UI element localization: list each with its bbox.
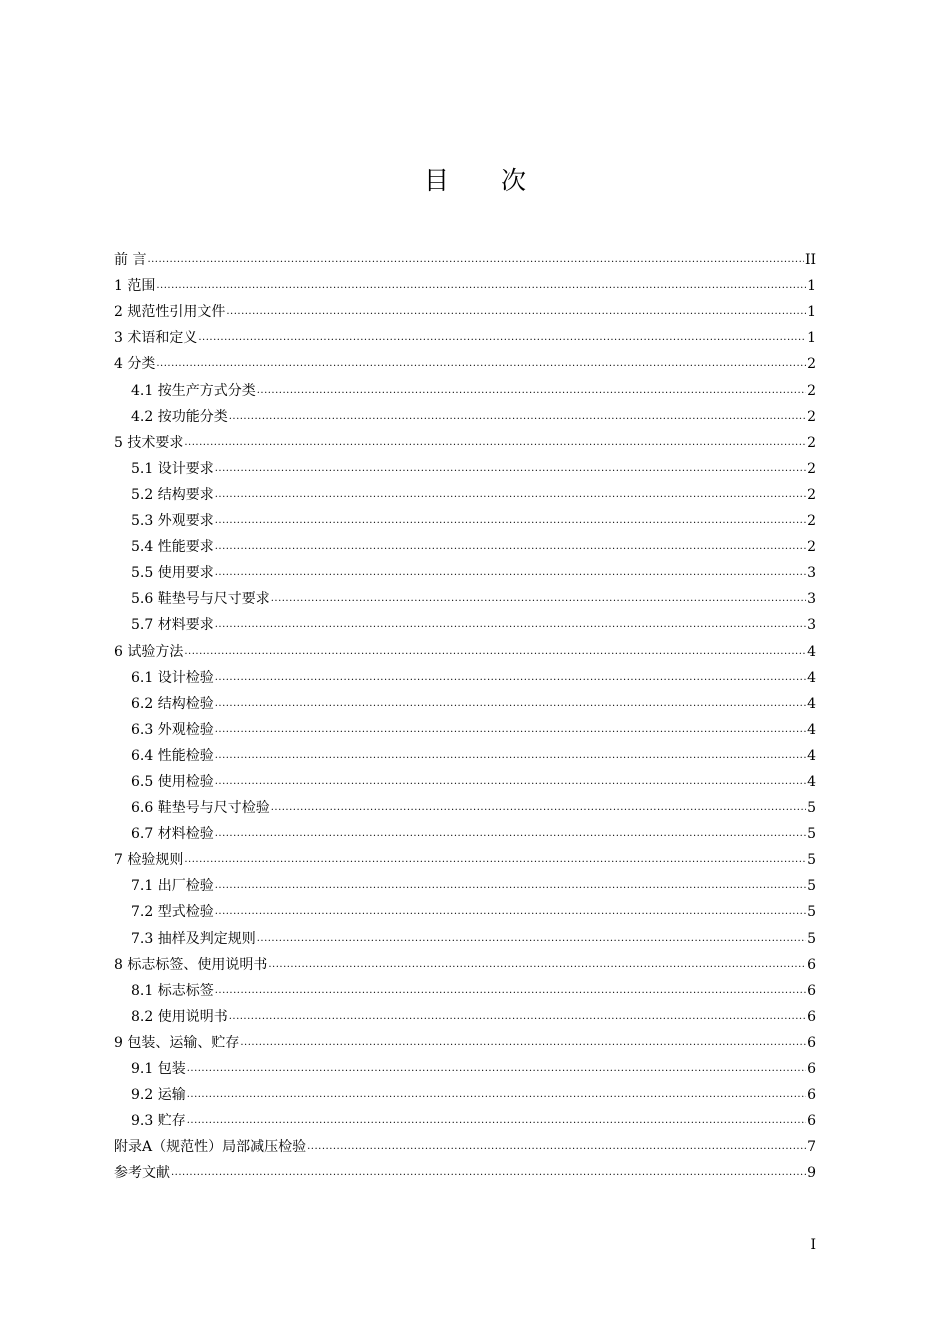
dot-leader: [215, 486, 806, 504]
toc-entry[interactable]: [114, 895, 816, 921]
dot-leader: [215, 877, 806, 895]
dot-leader: [171, 1164, 806, 1182]
dot-leader: [215, 564, 806, 582]
toc-entry-page: 2: [807, 356, 816, 373]
dot-leader: [215, 695, 806, 713]
toc-entry-label: 6.3 外观检验: [131, 721, 214, 738]
toc-entry-label: 4.2 按功能分类: [131, 408, 228, 425]
toc-entry-page: 6: [807, 1008, 816, 1025]
toc-entry[interactable]: [114, 661, 816, 687]
dot-leader: [215, 825, 806, 843]
toc-entry-page: 2: [807, 486, 816, 503]
dot-leader: [215, 538, 806, 556]
dot-leader: [215, 512, 806, 530]
toc-entry[interactable]: [114, 1000, 816, 1026]
page-number: I: [810, 1237, 816, 1253]
dot-leader: [271, 799, 806, 817]
dot-leader: [268, 956, 806, 974]
toc-entry-label: 5.2 结构要求: [131, 486, 214, 503]
dot-leader: [215, 721, 806, 739]
toc-entry-page: 5: [807, 878, 816, 895]
dot-leader: [215, 982, 806, 1000]
toc-entry[interactable]: [114, 295, 816, 321]
dot-leader: [147, 251, 803, 269]
dot-leader: [184, 643, 806, 661]
toc-entry-page: 2: [807, 539, 816, 556]
toc-entry[interactable]: [114, 948, 816, 974]
dot-leader: [271, 590, 806, 608]
toc-entry-label: 5.3 外观要求: [131, 513, 214, 530]
toc-entry[interactable]: [114, 634, 816, 660]
toc-entry-page: 2: [807, 513, 816, 530]
toc-entry-label: 3 术语和定义: [114, 330, 198, 347]
toc-entry-page: 6: [807, 1087, 816, 1104]
toc-entry-page: 2: [807, 382, 816, 399]
toc-entry-label: 参考文献: [114, 1165, 170, 1182]
toc-entry[interactable]: [114, 1156, 816, 1182]
toc-entry-label: 9.3 贮存: [131, 1113, 186, 1130]
dot-leader: [226, 303, 806, 321]
page-title: 目 次: [424, 166, 548, 195]
toc-entry-label: 9.2 运输: [131, 1087, 186, 1104]
toc-entry[interactable]: [114, 713, 816, 739]
toc-entry[interactable]: [114, 243, 816, 269]
dot-leader: [257, 930, 806, 948]
toc-entry-label: 5 技术要求: [114, 434, 184, 451]
dot-leader: [184, 851, 806, 869]
toc-entry-page: 5: [807, 826, 816, 843]
dot-leader: [229, 408, 806, 426]
dot-leader: [215, 616, 806, 634]
dot-leader: [215, 903, 806, 921]
dot-leader: [156, 277, 806, 295]
dot-leader: [257, 382, 806, 400]
toc-entry-label: 1 范围: [114, 278, 156, 295]
toc-entry-page: 2: [807, 460, 816, 477]
toc-entry-page: 1: [807, 304, 816, 321]
toc-entry[interactable]: [114, 400, 816, 426]
toc-entry-page: 7: [807, 1139, 816, 1156]
toc-entry[interactable]: [114, 817, 816, 843]
toc-entry-page: 1: [807, 330, 816, 347]
toc-entry[interactable]: [114, 504, 816, 530]
toc-entry[interactable]: [114, 1130, 816, 1156]
toc-entry-page: 4: [807, 721, 816, 738]
toc-entry[interactable]: [114, 843, 816, 869]
toc-entry[interactable]: [114, 1104, 816, 1130]
toc-entry[interactable]: [114, 921, 816, 947]
dot-leader: [184, 434, 806, 452]
table-of-contents: [114, 243, 816, 1182]
toc-entry[interactable]: [114, 530, 816, 556]
toc-entry-page: 6: [807, 982, 816, 999]
toc-entry-label: 7 检验规则: [114, 852, 184, 869]
toc-entry-page: 6: [807, 1034, 816, 1051]
toc-entry-label: 5.7 材料要求: [131, 617, 214, 634]
dot-leader: [187, 1086, 806, 1104]
toc-entry[interactable]: [114, 478, 816, 504]
toc-entry-label: 7.3 抽样及判定规则: [131, 930, 256, 947]
toc-entry-label: 5.6 鞋垫号与尺寸要求: [131, 591, 270, 608]
toc-entry-page: 5: [807, 930, 816, 947]
toc-entry-page: 4: [807, 773, 816, 790]
dot-leader: [215, 460, 806, 478]
toc-entry-label: 5.1 设计要求: [131, 460, 214, 477]
dot-leader: [198, 329, 806, 347]
toc-entry[interactable]: [114, 452, 816, 478]
toc-entry[interactable]: [114, 608, 816, 634]
toc-entry[interactable]: [114, 582, 816, 608]
toc-entry-label: 6.1 设计检验: [131, 669, 214, 686]
toc-entry-label: 9.1 包装: [131, 1061, 186, 1077]
toc-entry-label: 6.2 结构检验: [131, 695, 214, 712]
toc-entry-label: 6.7 材料检验: [131, 826, 214, 843]
dot-leader: [215, 747, 806, 765]
toc-entry-page: II: [804, 252, 816, 269]
toc-entry[interactable]: [114, 765, 816, 791]
dot-leader: [187, 1060, 806, 1078]
toc-entry-label: 5.4 性能要求: [131, 539, 214, 556]
toc-entry-label: 6 试验方法: [114, 643, 184, 660]
toc-entry-page: 5: [807, 800, 816, 817]
toc-entry-page: 9: [807, 1165, 816, 1182]
toc-entry-page: 5: [807, 904, 816, 921]
toc-entry-label: 7.2 型式检验: [131, 904, 214, 921]
dot-leader: [229, 1008, 806, 1026]
toc-entry-label: 4.1 按生产方式分类: [131, 382, 256, 399]
toc-entry[interactable]: [114, 739, 816, 765]
toc-entry[interactable]: [114, 373, 816, 399]
toc-entry-page: 2: [807, 434, 816, 451]
toc-entry-page: 4: [807, 669, 816, 686]
dot-leader: [240, 1034, 806, 1052]
toc-entry[interactable]: [114, 1052, 816, 1078]
toc-entry-page: 6: [807, 1113, 816, 1130]
toc-entry-page: 2: [807, 408, 816, 425]
toc-entry-page: 3: [807, 591, 816, 608]
toc-entry[interactable]: [114, 347, 816, 373]
dot-leader: [215, 669, 806, 687]
toc-entry-label: 6.6 鞋垫号与尺寸检验: [131, 800, 270, 817]
toc-entry-label: 8.2 使用说明书: [131, 1008, 228, 1025]
toc-entry[interactable]: [114, 556, 816, 582]
toc-entry-page: 3: [807, 617, 816, 634]
toc-entry[interactable]: [114, 687, 816, 713]
toc-entry-label: 8 标志标签、使用说明书: [114, 956, 268, 973]
dot-leader: [156, 355, 806, 373]
toc-entry-label: 2 规范性引用文件: [114, 304, 226, 321]
toc-entry-label: 4 分类: [114, 356, 156, 373]
toc-entry-page: 6: [807, 1061, 816, 1077]
toc-entry[interactable]: [114, 791, 816, 817]
toc-entry-label: 前 言: [114, 252, 147, 269]
toc-entry-page: 3: [807, 565, 816, 582]
toc-entry-page: 4: [807, 747, 816, 764]
toc-entry-page: 1: [807, 278, 816, 295]
toc-entry-page: 4: [807, 695, 816, 712]
toc-entry-page: 4: [807, 643, 816, 660]
dot-leader: [215, 773, 806, 791]
dot-leader: [307, 1138, 806, 1156]
toc-entry-label: 附录A（规范性）局部减压检验: [114, 1139, 307, 1156]
toc-entry-label: 6.5 使用检验: [131, 773, 214, 790]
dot-leader: [187, 1112, 806, 1130]
toc-entry-label: 8.1 标志标签: [131, 982, 214, 999]
toc-entry-page: 5: [807, 852, 816, 869]
toc-entry[interactable]: [114, 1078, 816, 1104]
toc-entry[interactable]: [114, 869, 816, 895]
toc-entry[interactable]: [114, 269, 816, 295]
toc-entry[interactable]: [114, 1026, 816, 1052]
toc-entry-label: 9 包装、运输、贮存: [114, 1034, 240, 1051]
toc-entry[interactable]: [114, 321, 816, 347]
toc-entry-page: 6: [807, 956, 816, 973]
toc-entry-label: 5.5 使用要求: [131, 565, 214, 582]
toc-entry-label: 6.4 性能检验: [131, 747, 214, 764]
toc-entry-label: 7.1 出厂检验: [131, 878, 214, 895]
toc-entry[interactable]: [114, 426, 816, 452]
toc-entry[interactable]: [114, 974, 816, 1000]
